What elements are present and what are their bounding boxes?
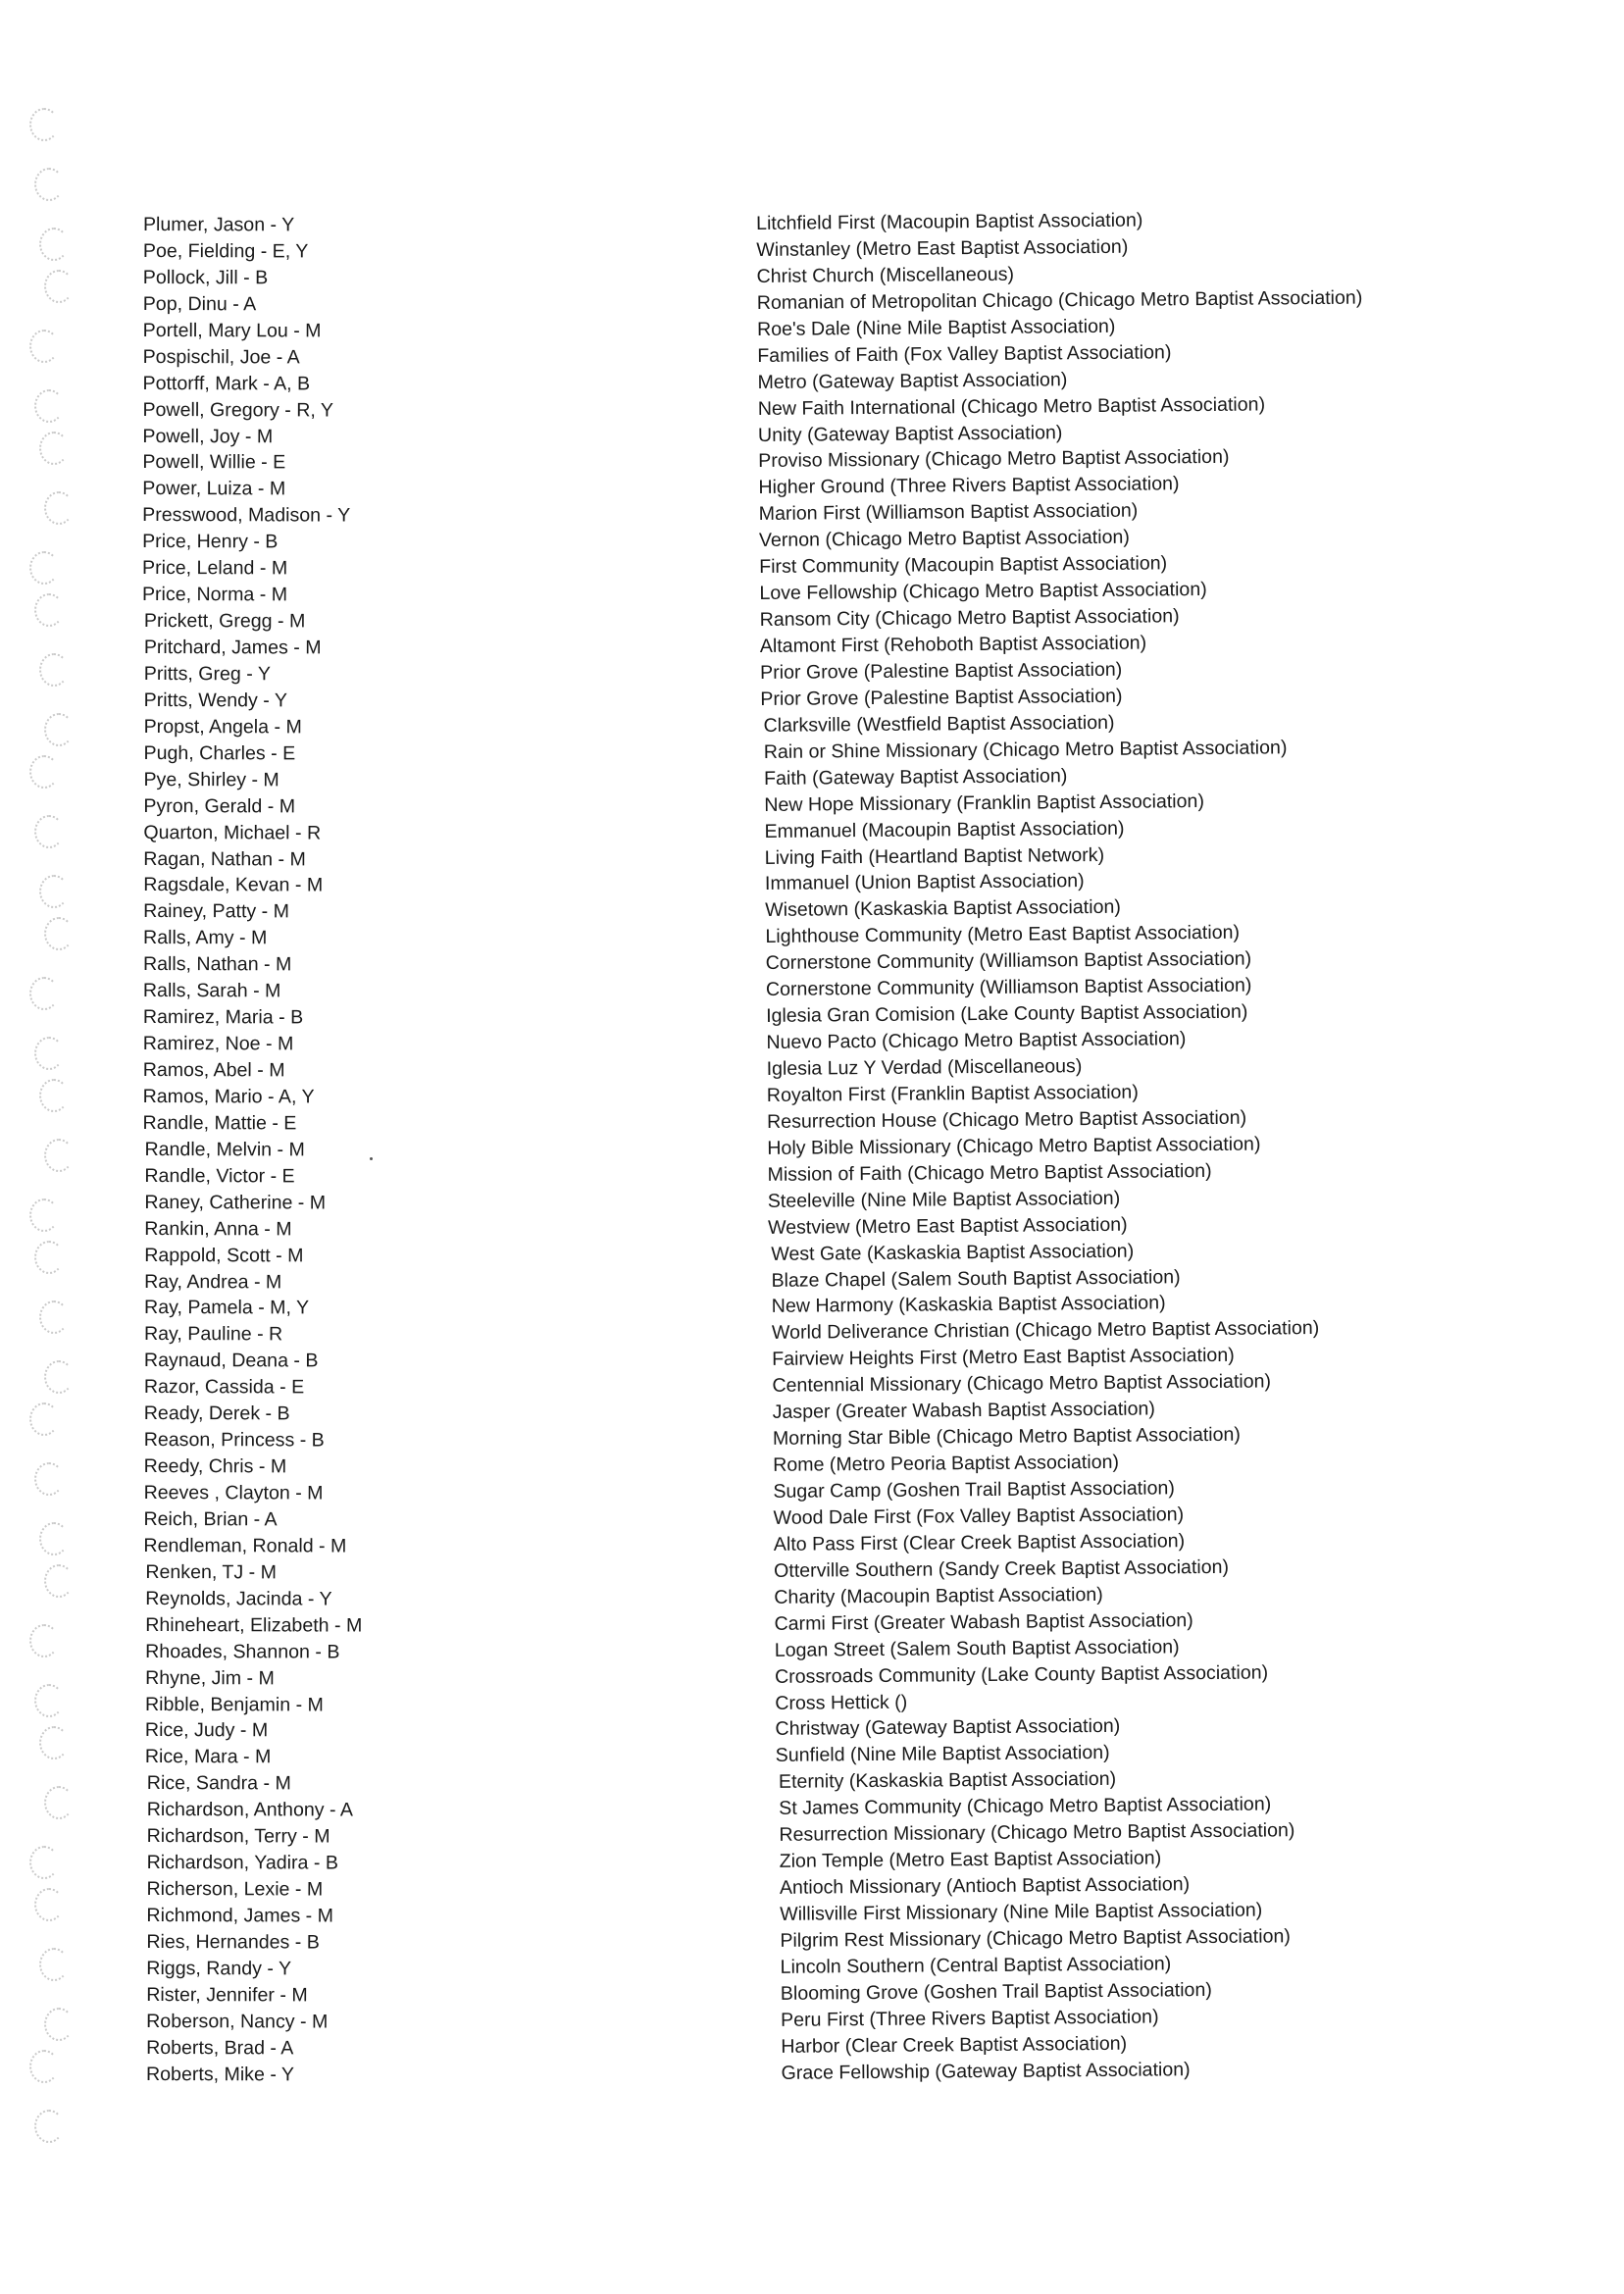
name-entry: Reynolds, Jacinda - Y <box>145 1587 332 1610</box>
name-entry: Pollock, Jill - B <box>142 266 269 289</box>
church-entry: Metro (Gateway Baptist Association) <box>757 368 1068 393</box>
name-entry: Reich, Brian - A <box>143 1507 278 1531</box>
name-entry: Pritts, Greg - Y <box>143 662 272 686</box>
name-entry: Ralls, Nathan - M <box>142 953 292 976</box>
name-entry: Raney, Catherine - M <box>144 1191 327 1214</box>
church-entry: Christway (Gateway Baptist Association) <box>775 1715 1121 1741</box>
church-entry: Iglesia Gran Comision (Lake County Baptist Association) <box>766 1000 1248 1028</box>
name-entry: Poe, Fielding - E, Y <box>142 239 309 263</box>
church-entry: Higher Ground (Three Rivers Baptist Association) <box>758 473 1180 499</box>
name-entry: Ray, Pauline - R <box>143 1323 283 1346</box>
church-entry: Cornerstone Community (Williamson Baptist Association) <box>765 947 1252 975</box>
name-entry: Reason, Princess - B <box>143 1429 325 1452</box>
name-entry: Ramos, Mario - A, Y <box>142 1085 315 1108</box>
punch-hole-mark <box>29 755 59 789</box>
name-entry: Randle, Mattie - E <box>142 1111 297 1135</box>
name-entry: Rankin, Anna - M <box>144 1217 292 1241</box>
church-entry: Sugar Camp (Goshen Trail Baptist Association) <box>773 1477 1175 1503</box>
church-entry: World Deliverance Christian (Chicago Metro Baptist Association) <box>771 1317 1320 1345</box>
punch-hole-mark <box>39 1948 69 1981</box>
name-entry: Plumer, Jason - Y <box>142 214 295 236</box>
name-entry: Pye, Shirley - M <box>143 768 279 791</box>
name-entry: Power, Luiza - M <box>142 478 286 500</box>
church-entry: Marion First (Williamson Baptist Association) <box>758 499 1139 526</box>
name-entry: Ramirez, Maria - B <box>142 1006 304 1029</box>
name-entry: Richerson, Lexie - M <box>146 1878 324 1901</box>
church-entry: Wisetown (Kaskaskia Baptist Association) <box>765 896 1121 922</box>
church-entry: Iglesia Luz Y Verdad (Miscellaneous) <box>766 1055 1083 1080</box>
church-entry: Mission of Faith (Chicago Metro Baptist Association) <box>767 1159 1212 1186</box>
church-entry: Christ Church (Miscellaneous) <box>756 263 1015 287</box>
punch-hole-mark <box>44 270 74 303</box>
church-entry: Resurrection Missionary (Chicago Metro Baptist Association) <box>779 1819 1295 1847</box>
punch-hole-marks <box>22 108 110 2217</box>
name-entry: Reeves , Clayton - M <box>143 1482 324 1504</box>
name-entry: Price, Henry - B <box>142 531 279 553</box>
churches-column <box>756 206 1378 2087</box>
church-entry: Holy Bible Missionary (Chicago Metro Baptist Association) <box>767 1133 1261 1159</box>
punch-hole-mark <box>44 713 74 746</box>
church-entry: Centennial Missionary (Chicago Metro Baptist Association) <box>772 1370 1272 1398</box>
name-entry: Richardson, Terry - M <box>146 1825 330 1848</box>
church-entry: Willisville First Missionary (Nine Mile Baptist Association) <box>780 1899 1263 1925</box>
name-entry: Richardson, Anthony - A <box>146 1799 353 1821</box>
church-entry: Fairview Heights First (Metro East Baptist Association) <box>772 1345 1235 1371</box>
punch-hole-mark <box>29 551 59 585</box>
punch-hole-mark <box>29 2050 59 2083</box>
church-entry: Rome (Metro Peoria Baptist Association) <box>773 1451 1120 1476</box>
punch-hole-mark <box>29 108 59 141</box>
name-entry: Randle, Victor - E <box>144 1164 295 1188</box>
name-entry: Rhoades, Shannon - B <box>145 1640 340 1663</box>
name-entry: Rice, Judy - M <box>144 1719 269 1742</box>
church-entry: Blooming Grove (Goshen Trail Baptist Association) <box>780 1978 1212 2005</box>
church-entry: Jasper (Greater Wabash Baptist Association) <box>772 1398 1156 1424</box>
punch-hole-mark <box>34 168 64 201</box>
church-entry: Prior Grove (Palestine Baptist Association) <box>760 658 1123 684</box>
church-entry: Peru First (Three Rivers Baptist Association) <box>781 2006 1159 2031</box>
name-entry: Portell, Mary Lou - M <box>142 319 322 342</box>
church-entry: Charity (Macoupin Baptist Association) <box>774 1583 1103 1608</box>
church-entry: Proviso Missionary (Chicago Metro Baptist Association) <box>758 446 1230 473</box>
church-entry: Alto Pass First (Clear Creek Baptist Association) <box>773 1530 1186 1555</box>
church-entry: New Hope Missionary (Franklin Baptist Association) <box>764 790 1205 816</box>
church-entry: Ransom City (Chicago Metro Baptist Association) <box>759 605 1180 632</box>
church-entry: Zion Temple (Metro East Baptist Association) <box>779 1847 1162 1872</box>
name-entry: Rister, Jennifer - M <box>146 1983 308 2007</box>
church-entry: Wood Dale First (Fox Valley Baptist Association) <box>773 1504 1185 1529</box>
name-entry: Quarton, Michael - R <box>143 821 322 844</box>
name-entry: Ready, Derek - B <box>143 1402 290 1425</box>
name-entry: Razor, Cassida - E <box>143 1376 305 1399</box>
name-entry: Rhineheart, Elizabeth - M <box>145 1613 363 1637</box>
church-entry: Otterville Southern (Sandy Creek Baptist Association) <box>774 1555 1230 1582</box>
name-entry: Ralls, Amy - M <box>143 927 268 949</box>
church-entry: Romanian of Metropolitan Chicago (Chicago Metro Baptist Association) <box>756 286 1363 314</box>
name-entry: Ries, Hernandes - B <box>146 1930 320 1954</box>
church-entry: Vernon (Chicago Metro Baptist Association) <box>758 526 1130 552</box>
punch-hole-mark <box>34 593 64 627</box>
name-entry: Renken, TJ - M <box>145 1560 277 1584</box>
church-entry: Roe's Dale (Nine Mile Baptist Association) <box>756 315 1116 340</box>
punch-hole-mark <box>39 1522 69 1555</box>
name-entry: Powell, Willie - E <box>142 451 286 474</box>
name-entry: Propst, Angela - M <box>143 715 302 739</box>
church-entry: Cornerstone Community (Williamson Baptist Association) <box>765 974 1252 1001</box>
church-entry: Rain or Shine Missionary (Chicago Metro Baptist Association) <box>763 737 1288 763</box>
name-entry: Ragsdale, Kevan - M <box>143 874 324 896</box>
name-entry: Ramos, Abel - M <box>142 1059 285 1082</box>
punch-hole-mark <box>34 389 64 423</box>
name-entry: Randle, Melvin - M <box>144 1138 305 1161</box>
name-entry: Ribble, Benjamin - M <box>144 1693 324 1715</box>
church-entry: Lighthouse Community (Metro East Baptist Association) <box>765 922 1241 948</box>
church-entry: Westview (Metro East Baptist Association) <box>767 1213 1128 1239</box>
punch-hole-mark <box>39 432 69 465</box>
punch-hole-mark <box>39 228 69 261</box>
names-column <box>138 212 366 2088</box>
punch-hole-mark <box>29 330 59 363</box>
church-entry: Nuevo Pacto (Chicago Metro Baptist Association) <box>766 1028 1187 1054</box>
name-entry: Rhyne, Jim - M <box>145 1666 275 1689</box>
church-entry: Carmi First (Greater Wabash Baptist Association) <box>774 1608 1193 1635</box>
punch-hole-mark <box>34 1888 64 1921</box>
church-entry: Morning Star Bible (Chicago Metro Baptist Association) <box>772 1423 1242 1451</box>
punch-hole-mark <box>29 1198 59 1232</box>
church-entry: Eternity (Kaskaskia Baptist Association) <box>778 1768 1117 1794</box>
name-entry: Presswood, Madison - Y <box>142 504 351 527</box>
name-entry: Reedy, Chris - M <box>143 1455 287 1478</box>
church-entry: New Harmony (Kaskaskia Baptist Association) <box>771 1292 1166 1318</box>
church-entry: Antioch Missionary (Antioch Baptist Association) <box>779 1873 1191 1899</box>
name-entry: Rainey, Patty - M <box>143 900 289 923</box>
punch-hole-mark <box>44 2008 74 2041</box>
name-entry: Rendleman, Ronald - M <box>143 1534 347 1557</box>
name-entry: Rice, Mara - M <box>144 1746 272 1768</box>
punch-hole-mark <box>44 1139 74 1172</box>
punch-hole-mark <box>39 875 69 908</box>
punch-hole-mark <box>34 1462 64 1496</box>
church-entry: Pilgrim Rest Missionary (Chicago Metro Baptist Association) <box>780 1925 1291 1952</box>
church-entry: Faith (Gateway Baptist Association) <box>763 764 1068 790</box>
name-entry: Ragan, Nathan - M <box>143 847 306 870</box>
name-entry: Ralls, Sarah - M <box>142 980 281 1002</box>
punch-hole-mark <box>34 1037 64 1070</box>
church-entry: Emmanuel (Macoupin Baptist Association) <box>764 817 1125 842</box>
name-entry: Richmond, James - M <box>146 1905 334 1927</box>
church-entry: Living Faith (Heartland Baptist Network) <box>764 843 1105 869</box>
name-entry: Ramirez, Noe - M <box>142 1033 294 1055</box>
name-entry: Richardson, Yadira - B <box>146 1852 338 1874</box>
punch-hole-mark <box>39 1079 69 1112</box>
church-entry: Lincoln Southern (Central Baptist Association) <box>780 1953 1172 1978</box>
church-entry: Litchfield First (Macoupin Baptist Association) <box>756 209 1143 234</box>
church-entry: Prior Grove (Palestine Baptist Association) <box>760 685 1123 710</box>
punch-hole-mark <box>39 1726 69 1759</box>
church-entry: Love Fellowship (Chicago Metro Baptist Association) <box>759 579 1207 605</box>
church-entry: Resurrection House (Chicago Metro Baptist Association) <box>767 1106 1247 1133</box>
name-entry: Pospischil, Joe - A <box>142 345 300 369</box>
punch-hole-mark <box>29 977 59 1010</box>
church-entry: Winstanley (Metro East Baptist Association) <box>756 235 1129 261</box>
punch-hole-mark <box>34 1241 64 1274</box>
punch-hole-mark <box>34 1684 64 1717</box>
church-entry: Grace Fellowship (Gateway Baptist Association) <box>781 2058 1191 2084</box>
church-entry: Immanuel (Union Baptist Association) <box>764 870 1085 895</box>
name-entry: Pugh, Charles - E <box>143 741 296 765</box>
punch-hole-mark <box>44 1360 74 1394</box>
name-entry: Powell, Joy - M <box>142 425 274 447</box>
church-entry: Altamont First (Rehoboth Baptist Association) <box>759 632 1147 657</box>
church-entry: Blaze Chapel (Salem South Baptist Association) <box>771 1265 1181 1292</box>
name-entry: Price, Leland - M <box>142 557 288 580</box>
church-entry: Families of Faith (Fox Valley Baptist Association) <box>757 340 1172 367</box>
church-entry: Logan Street (Salem South Baptist Association) <box>774 1635 1180 1661</box>
name-entry: Pottorff, Mark - A, B <box>142 372 311 395</box>
church-entry: Royalton First (Franklin Baptist Association) <box>766 1081 1139 1106</box>
church-entry: St James Community (Chicago Metro Baptist Association) <box>779 1793 1272 1820</box>
punch-hole-mark <box>29 1846 59 1879</box>
name-entry: Price, Norma - M <box>141 584 288 606</box>
name-entry: Pop, Dinu - A <box>142 292 257 316</box>
name-entry: Pritts, Wendy - Y <box>143 688 288 712</box>
name-entry: Rappold, Scott - M <box>144 1244 304 1266</box>
church-entry: Cross Hettick () <box>775 1691 908 1714</box>
name-entry: Roberson, Nancy - M <box>146 2010 329 2033</box>
name-entry: Prickett, Gregg - M <box>143 610 306 633</box>
name-entry: Ray, Andrea - M <box>144 1270 282 1293</box>
punch-hole-mark <box>44 491 74 525</box>
name-entry: Pyron, Gerald - M <box>143 794 296 818</box>
punch-hole-mark <box>44 1564 74 1598</box>
punch-hole-mark <box>39 1300 69 1334</box>
church-entry: Clarksville (Westfield Baptist Association) <box>763 711 1115 737</box>
name-entry: Riggs, Randy - Y <box>146 1957 292 1980</box>
church-entry: First Community (Macoupin Baptist Association) <box>759 552 1168 579</box>
church-entry: New Faith International (Chicago Metro Baptist Association) <box>757 393 1266 420</box>
church-entry: Steeleville (Nine Mile Baptist Association) <box>767 1187 1121 1212</box>
punch-hole-mark <box>34 815 64 848</box>
stray-mark <box>370 1157 373 1160</box>
church-entry: Crossroads Community (Lake County Baptist Association) <box>774 1661 1269 1688</box>
church-entry: West Gate (Kaskaskia Baptist Association) <box>771 1240 1135 1265</box>
name-entry: Rice, Sandra - M <box>146 1772 291 1795</box>
church-entry: Unity (Gateway Baptist Association) <box>757 421 1063 446</box>
name-entry: Powell, Gregory - R, Y <box>142 398 334 422</box>
punch-hole-mark <box>44 917 74 950</box>
name-entry: Roberts, Mike - Y <box>146 2063 295 2086</box>
church-entry: Harbor (Clear Creek Baptist Association) <box>781 2032 1128 2058</box>
name-entry: Roberts, Brad - A <box>146 2036 294 2060</box>
punch-hole-mark <box>44 1786 74 1819</box>
punch-hole-mark <box>34 2110 64 2143</box>
name-entry: Raynaud, Deana - B <box>143 1350 319 1372</box>
name-entry: Ray, Pamela - M, Y <box>144 1297 310 1319</box>
punch-hole-mark <box>29 1402 59 1436</box>
punch-hole-mark <box>39 653 69 687</box>
name-entry: Pritchard, James - M <box>143 637 322 659</box>
punch-hole-mark <box>29 1624 59 1657</box>
church-entry: Sunfield (Nine Mile Baptist Association) <box>775 1742 1110 1767</box>
